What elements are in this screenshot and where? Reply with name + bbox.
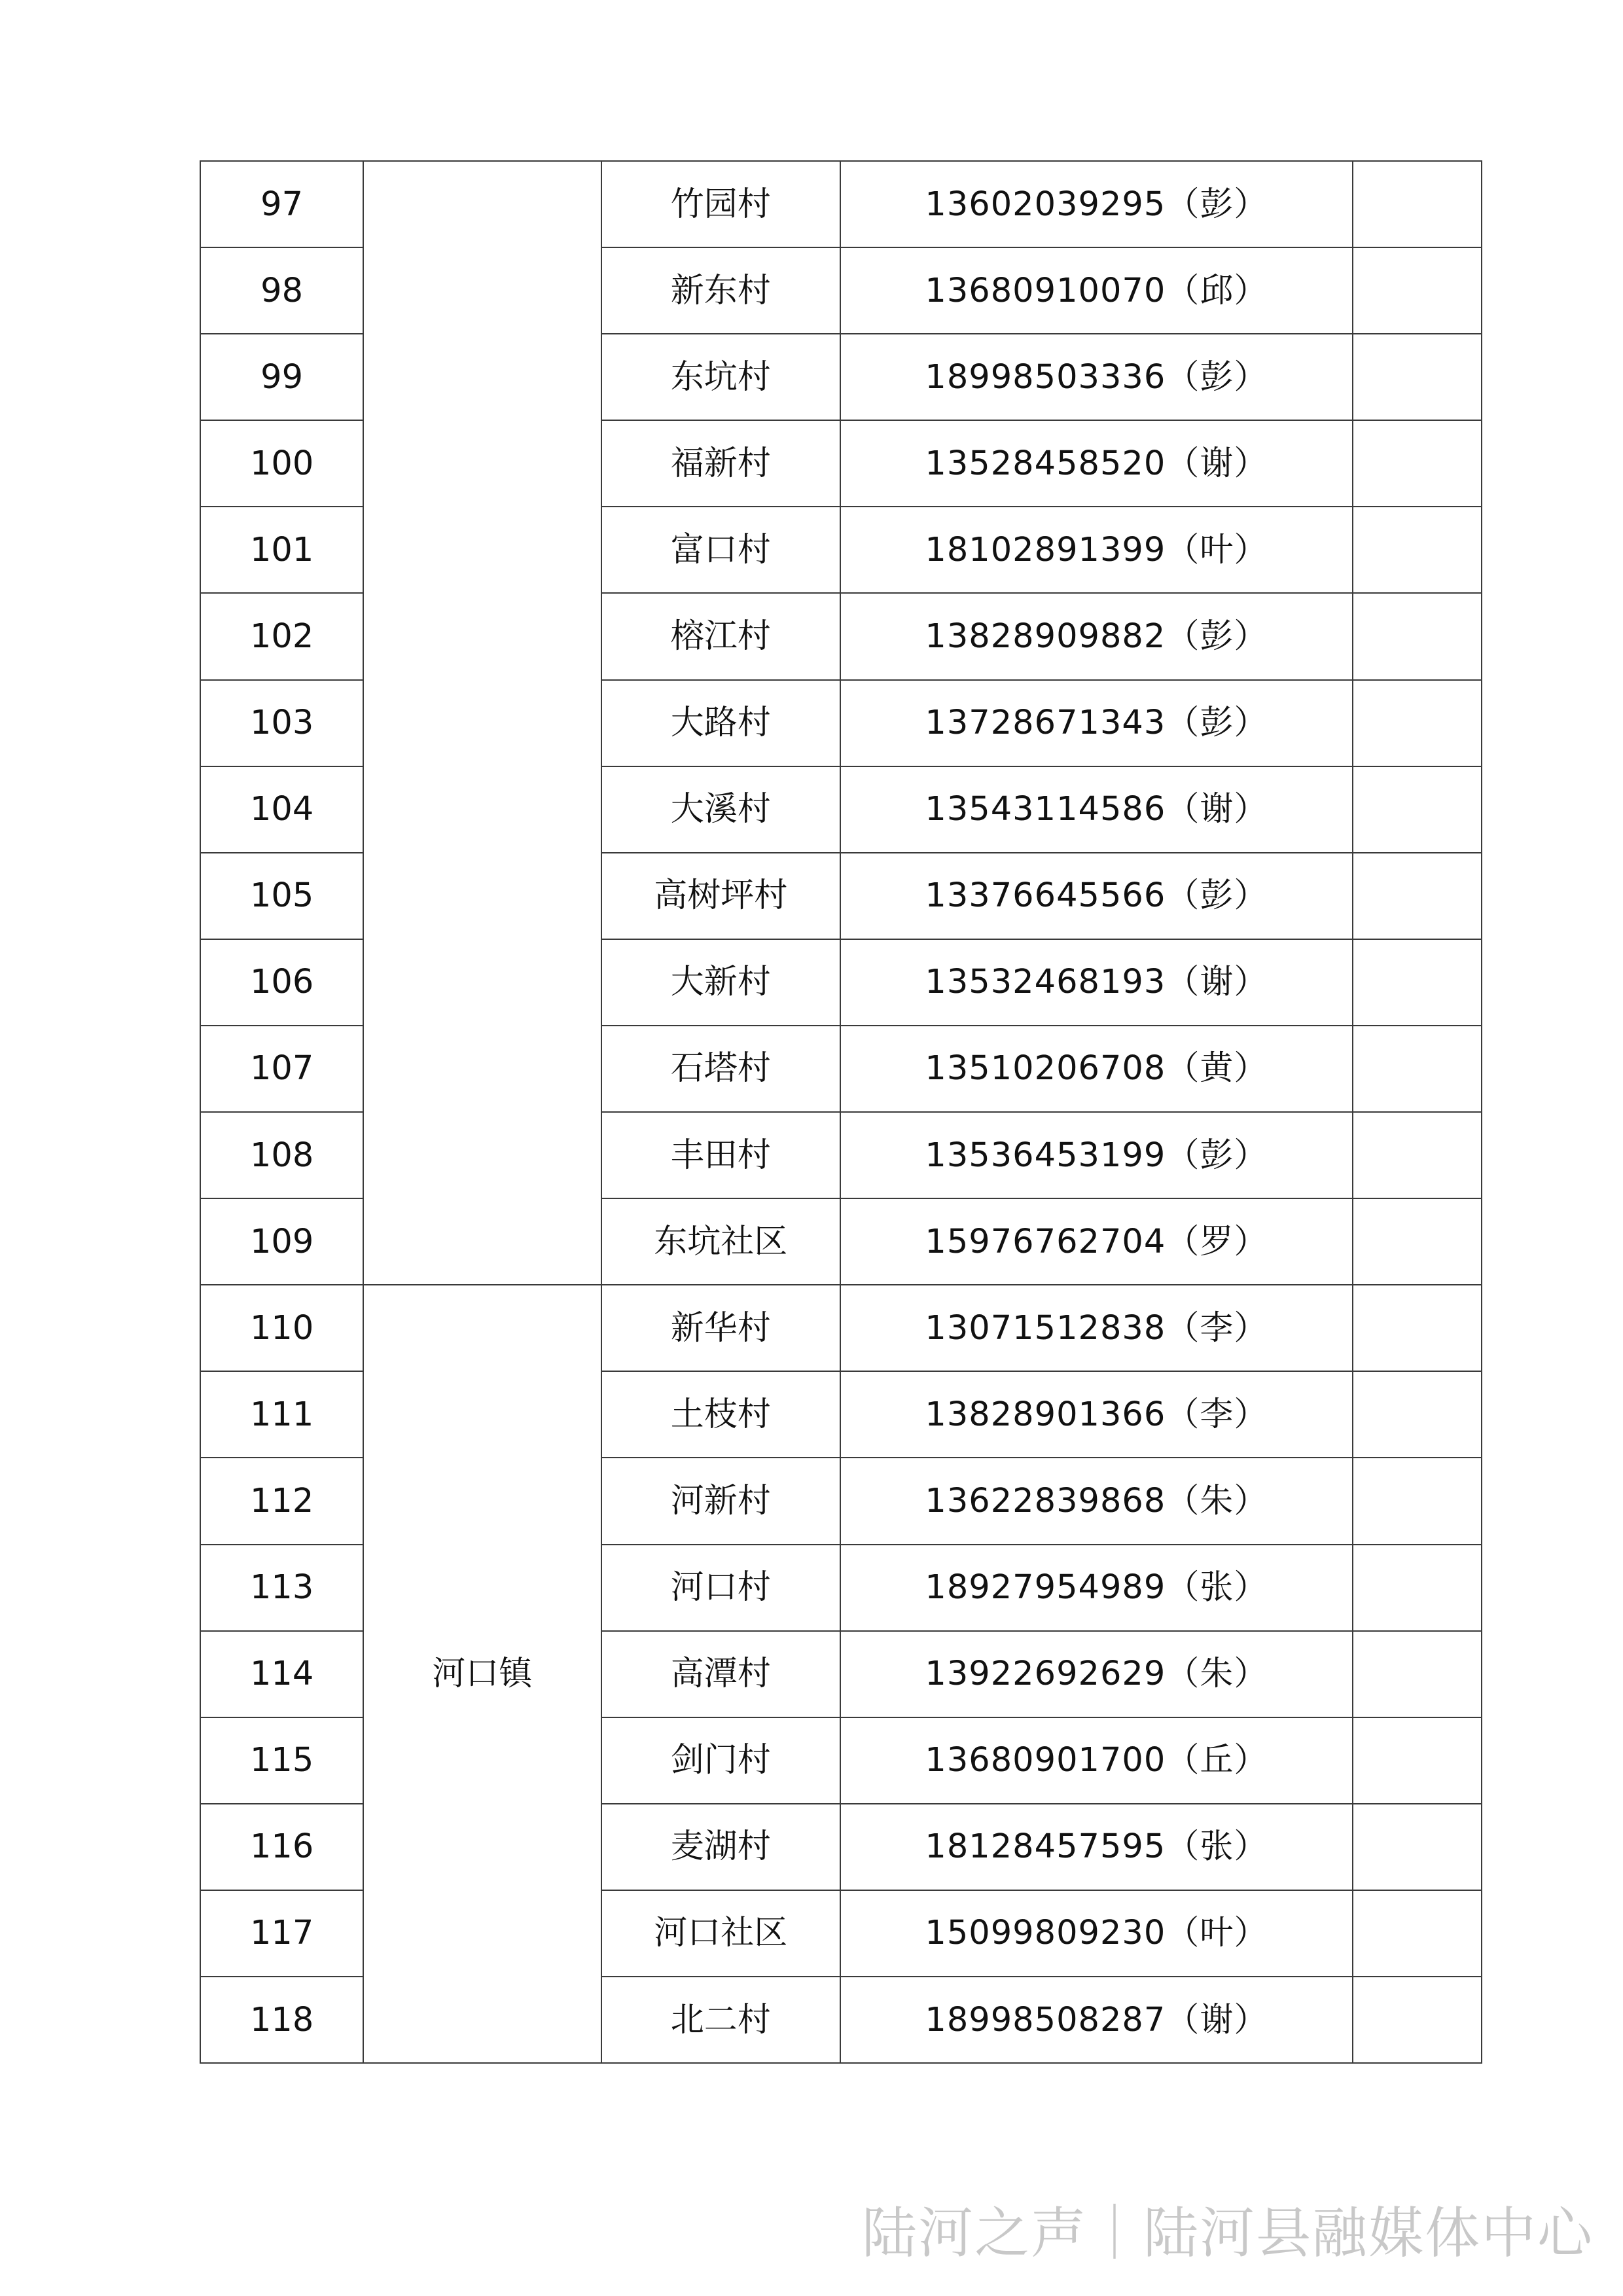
- watermark: 陆河之声｜陆河县融媒体中心: [861, 2201, 1594, 2265]
- village-cell: 榕江村: [601, 593, 840, 679]
- note-cell: [1353, 1717, 1482, 1804]
- row-number-cell: 114: [200, 1631, 363, 1717]
- village-cell: 丰田村: [601, 1112, 840, 1198]
- phone-cell: 13680910070（邱）: [840, 247, 1353, 334]
- phone-cell: 15099809230（叶）: [840, 1890, 1353, 1977]
- row-number-cell: 111: [200, 1371, 363, 1458]
- note-cell: [1353, 680, 1482, 766]
- contact-table: [200, 160, 1482, 2064]
- row-number-cell: 98: [200, 247, 363, 334]
- village-cell: 大新村: [601, 939, 840, 1026]
- village-cell: 河新村: [601, 1458, 840, 1544]
- note-cell: [1353, 247, 1482, 334]
- phone-cell: 13828909882（彭）: [840, 593, 1353, 679]
- row-number-cell: 112: [200, 1458, 363, 1544]
- phone-cell: 18998503336（彭）: [840, 334, 1353, 420]
- phone-cell: 13510206708（黄）: [840, 1026, 1353, 1112]
- row-number-cell: 106: [200, 939, 363, 1026]
- village-cell: 河口村: [601, 1545, 840, 1631]
- note-cell: [1353, 1890, 1482, 1977]
- note-cell: [1353, 507, 1482, 593]
- row-number-cell: 102: [200, 593, 363, 679]
- village-cell: 高潭村: [601, 1631, 840, 1717]
- row-number-cell: 110: [200, 1285, 363, 1371]
- village-cell: 剑门村: [601, 1717, 840, 1804]
- note-cell: [1353, 1026, 1482, 1112]
- note-cell: [1353, 420, 1482, 507]
- contact-table-body: [200, 161, 1482, 2063]
- village-cell: 富口村: [601, 507, 840, 593]
- row-number-cell: 99: [200, 334, 363, 420]
- row-number-cell: 103: [200, 680, 363, 766]
- note-cell: [1353, 1545, 1482, 1631]
- note-cell: [1353, 853, 1482, 939]
- phone-cell: 13680901700（丘）: [840, 1717, 1353, 1804]
- village-cell: 麦湖村: [601, 1804, 840, 1890]
- village-cell: 石塔村: [601, 1026, 840, 1112]
- phone-cell: 13602039295（彭）: [840, 161, 1353, 247]
- phone-cell: 13622839868（朱）: [840, 1458, 1353, 1544]
- row-number-cell: 108: [200, 1112, 363, 1198]
- row-number-cell: 113: [200, 1545, 363, 1631]
- row-number-cell: 107: [200, 1026, 363, 1112]
- village-cell: 河口社区: [601, 1890, 840, 1977]
- village-cell: 高树坪村: [601, 853, 840, 939]
- village-cell: 竹园村: [601, 161, 840, 247]
- village-cell: 北二村: [601, 1977, 840, 2063]
- phone-cell: 13376645566（彭）: [840, 853, 1353, 939]
- row-number-cell: 104: [200, 766, 363, 853]
- note-cell: [1353, 593, 1482, 679]
- note-cell: [1353, 1804, 1482, 1890]
- note-cell: [1353, 1285, 1482, 1371]
- phone-cell: 13728671343（彭）: [840, 680, 1353, 766]
- phone-cell: 13922692629（朱）: [840, 1631, 1353, 1717]
- table-row: [200, 161, 1482, 247]
- phone-cell: 15976762704（罗）: [840, 1198, 1353, 1285]
- row-number-cell: 105: [200, 853, 363, 939]
- row-number-cell: 97: [200, 161, 363, 247]
- note-cell: [1353, 939, 1482, 1026]
- village-cell: 大路村: [601, 680, 840, 766]
- phone-cell: 13543114586（谢）: [840, 766, 1353, 853]
- town-cell: [363, 161, 601, 1285]
- row-number-cell: 109: [200, 1198, 363, 1285]
- village-cell: 新华村: [601, 1285, 840, 1371]
- row-number-cell: 115: [200, 1717, 363, 1804]
- row-number-cell: 100: [200, 420, 363, 507]
- note-cell: [1353, 1631, 1482, 1717]
- note-cell: [1353, 1977, 1482, 2063]
- phone-cell: 13828901366（李）: [840, 1371, 1353, 1458]
- village-cell: 新东村: [601, 247, 840, 334]
- phone-cell: 13528458520（谢）: [840, 420, 1353, 507]
- note-cell: [1353, 1458, 1482, 1544]
- phone-cell: 13532468193（谢）: [840, 939, 1353, 1026]
- phone-cell: 18128457595（张）: [840, 1804, 1353, 1890]
- note-cell: [1353, 766, 1482, 853]
- phone-cell: 13536453199（彭）: [840, 1112, 1353, 1198]
- row-number-cell: 118: [200, 1977, 363, 2063]
- note-cell: [1353, 161, 1482, 247]
- village-cell: 东坑社区: [601, 1198, 840, 1285]
- village-cell: 土枝村: [601, 1371, 840, 1458]
- note-cell: [1353, 1371, 1482, 1458]
- note-cell: [1353, 1112, 1482, 1198]
- phone-cell: 18102891399（叶）: [840, 507, 1353, 593]
- row-number-cell: 101: [200, 507, 363, 593]
- village-cell: 大溪村: [601, 766, 840, 853]
- phone-cell: 18927954989（张）: [840, 1545, 1353, 1631]
- row-number-cell: 116: [200, 1804, 363, 1890]
- phone-cell: 18998508287（谢）: [840, 1977, 1353, 2063]
- village-cell: 福新村: [601, 420, 840, 507]
- village-cell: 东坑村: [601, 334, 840, 420]
- phone-cell: 13071512838（李）: [840, 1285, 1353, 1371]
- town-cell: 河口镇: [363, 1285, 601, 2063]
- table-row: [200, 1285, 1482, 1371]
- note-cell: [1353, 334, 1482, 420]
- row-number-cell: 117: [200, 1890, 363, 1977]
- note-cell: [1353, 1198, 1482, 1285]
